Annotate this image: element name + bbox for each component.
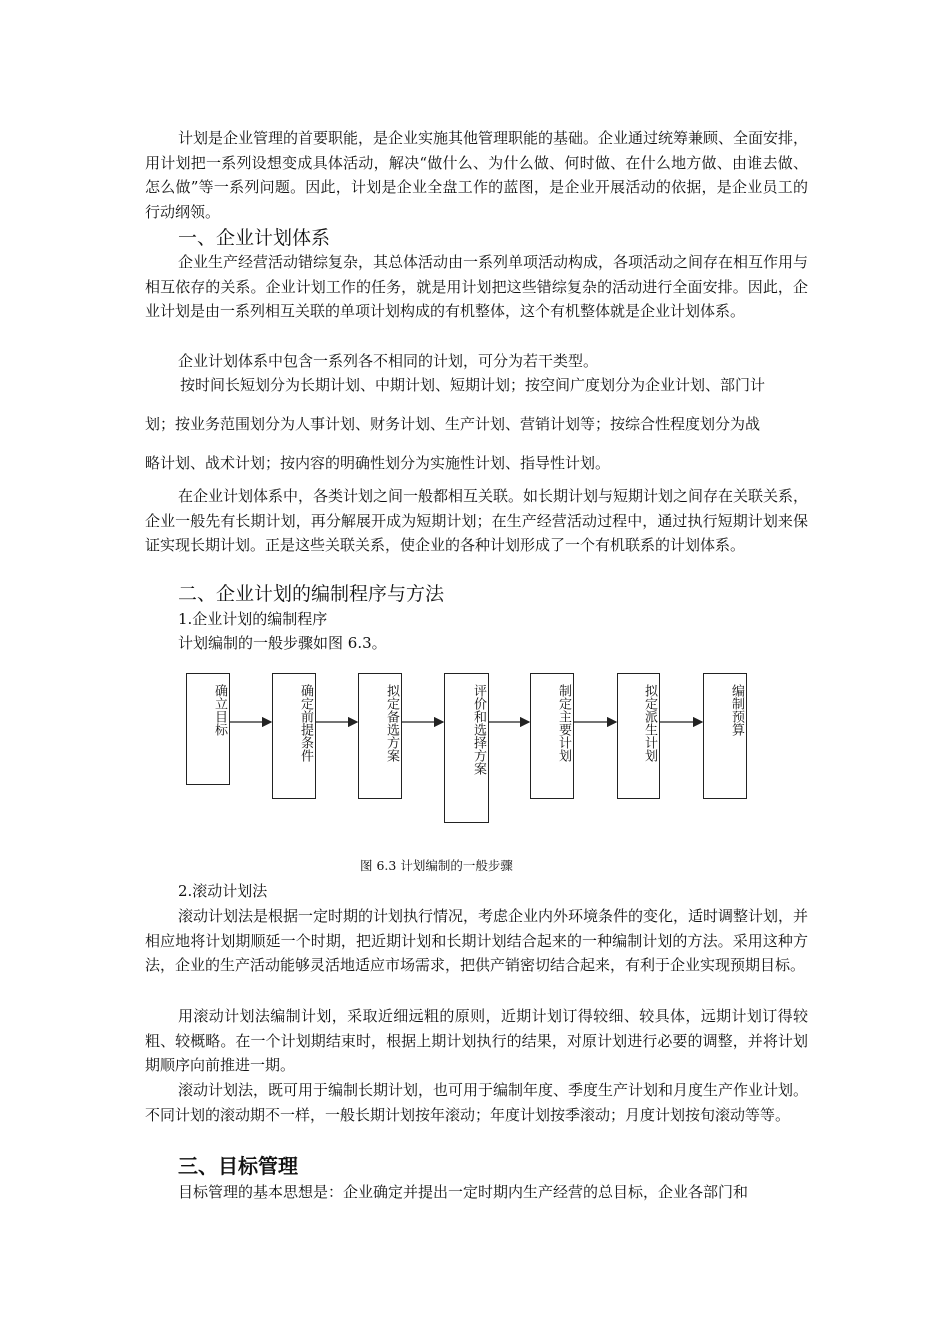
- section3-paragraph: 目标管理的基本思想是：企业确定并提出一定时期内生产经营的总目标，企业各部门和: [178, 1183, 749, 1201]
- section2-paragraph-6: 用滚动计划法编制计划，采取近细远粗的原则，近期计划订得较细、较具体，远期计划订得较粗、较概略。在一个计划期结束时，根据上期计划执行的结果，对原计划进行必要的调整，并将计划期顺序向前推进一期。: [145, 1007, 808, 1074]
- section1-paragraph-3-line1: 按时间长短划分为长期计划、中期计划、短期计划；按空间广度划分为企业计划、部门计: [180, 376, 766, 394]
- subsection1-title: 1.企业计划的编制程序: [178, 610, 328, 628]
- section2-paragraph-7: 滚动计划法，既可用于编制长期计划，也可用于编制年度、季度生产计划和月度生产作业计划。不同计划的滚动期不一样，一般长期计划按年滚动；年度计划按季滚动；月度计划按旬滚动等等。: [145, 1081, 809, 1124]
- intro-paragraph: 计划是企业管理的首要职能，是企业实施其他管理职能的基础。企业通过统筹兼顾、全面安排，用计划把一系列设想变成具体活动，解决“做什么、为什么做、何时做、在什么地方做、由谁去做、怎么做”等一系列问题。因此，计划是企业全盘工作的蓝图，是企业开展活动的依据，是企业员工的行动纲领。: [145, 129, 809, 221]
- flow-step-2: 确定前提条件: [272, 673, 316, 799]
- section3-heading: 三、目标管理: [178, 1154, 298, 1178]
- section2-paragraph-5: 滚动计划法是根据一定时期的计划执行情况，考虑企业内外环境条件的变化，适时调整计划，并相应地将计划期顺延一个时期，把近期计划和长期计划结合起来的一种编制计划的方法。采用这种方法，企业的生产活动能够灵活地适应市场需求，把供产销密切结合起来，有利于企业实现预期目标。: [145, 907, 809, 974]
- flow-step-5: 制定主要计划: [530, 673, 574, 799]
- figure-caption: 图 6.3 计划编制的一般步骤: [360, 858, 513, 873]
- flow-step-6: 拟定派生计划: [617, 673, 660, 799]
- section1-paragraph-4: 在企业计划体系中，各类计划之间一般都相互关联。如长期计划与短期计划之间存在关联关系，企业一般先有长期计划，再分解展开成为短期计划；在生产经营活动过程中，通过执行短期计划来保证实现长期计划。正是这些关联关系，使企业的各种计划形成了一个有机联系的计划体系。: [145, 487, 809, 554]
- flow-step-7: 编制预算: [703, 673, 747, 799]
- section1-paragraph-2: 企业计划体系中包含一系列各不相同的计划，可分为若干类型。: [178, 352, 599, 370]
- section1-paragraph-1: 企业生产经营活动错综复杂，其总体活动由一系列单项活动构成，各项活动之间存在相互作用与相互依存的关系。企业计划工作的任务，就是用计划把这些错综复杂的活动进行全面安排。因此，企业计划是由一系列相互关联的单项计划构成的有机整体，这个有机整体就是企业计划体系。: [145, 253, 809, 320]
- flow-step-3: 拟定备选方案: [358, 673, 402, 799]
- section1-paragraph-3-line3: 略计划、战术计划；按内容的明确性划分为实施性计划、指导性计划。: [145, 454, 611, 472]
- section1-heading: 一、企业计划体系: [178, 227, 331, 249]
- flow-step-4: 评价和选择方案: [444, 673, 489, 823]
- section1-paragraph-3-line2: 划；按业务范围划分为人事计划、财务计划、生产计划、营销计划等；按综合性程度划分为战: [145, 415, 761, 433]
- flow-step-1: 确立目标: [186, 673, 230, 785]
- subsection2-title: 2.滚动计划法: [178, 882, 268, 900]
- subsection1-text: 计划编制的一般步骤如图 6.3。: [178, 634, 387, 652]
- section2-heading: 二、企业计划的编制程序与方法: [178, 583, 445, 605]
